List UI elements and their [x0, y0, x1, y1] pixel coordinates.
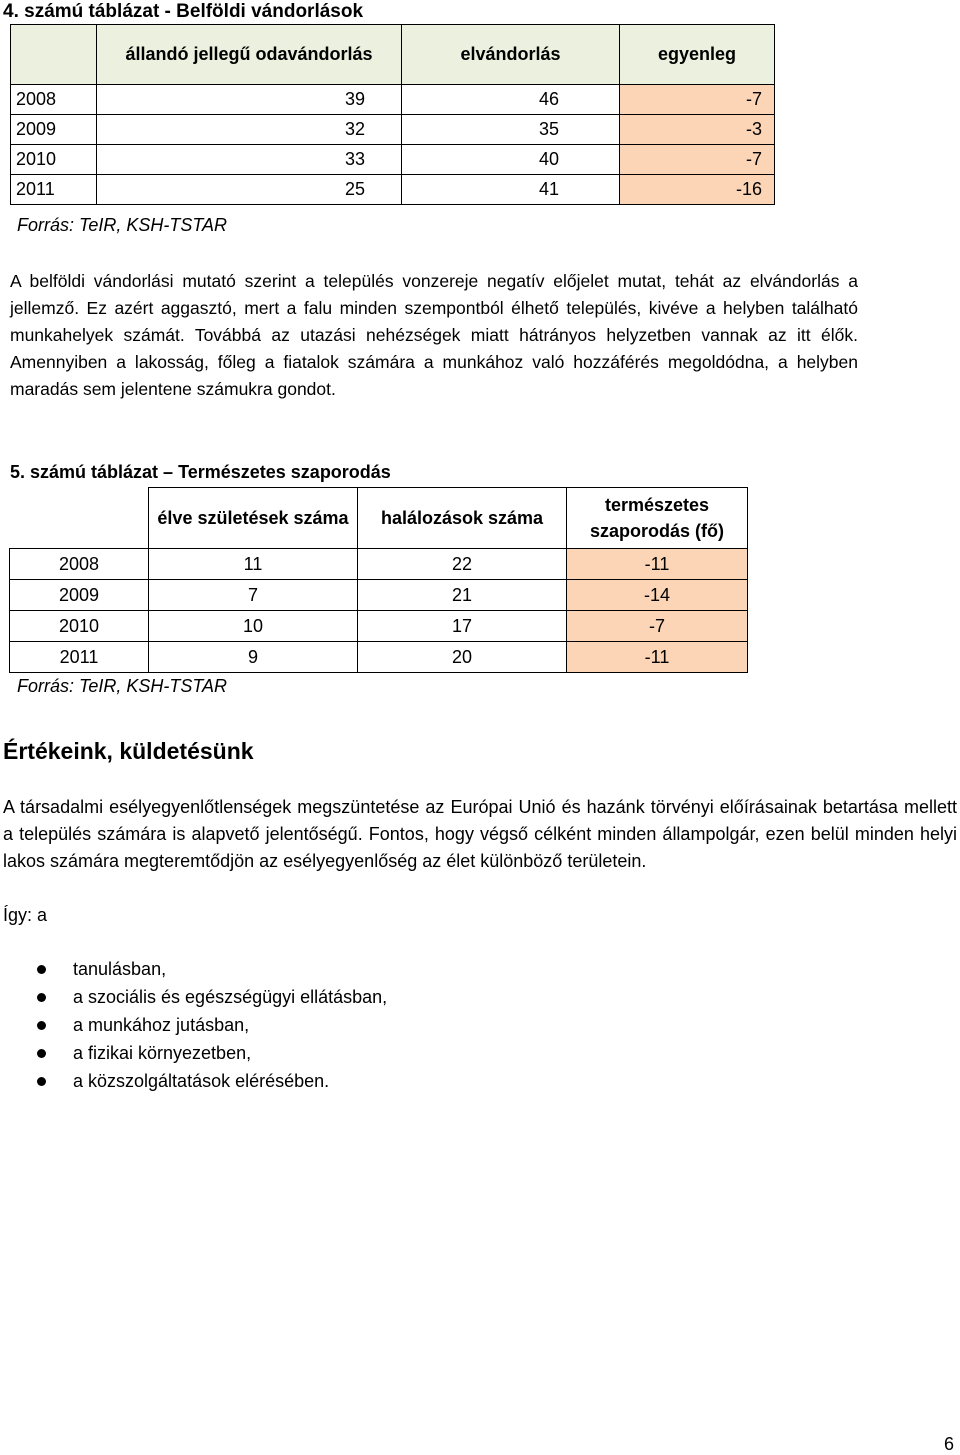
- table-row: [11, 115, 775, 145]
- table-row: [10, 611, 748, 642]
- values-bullet-list: [0, 955, 387, 1095]
- table5-natural-increase: [9, 487, 748, 673]
- table5-year-cell: 2011: [10, 642, 149, 673]
- table-row: [10, 549, 748, 580]
- bullet-icon: [37, 993, 46, 1002]
- table5-year-cell: 2009: [10, 580, 149, 611]
- table5-szuletesek-cell: 7: [149, 580, 358, 611]
- table5-header-corner: [10, 488, 149, 549]
- table4-source: Forrás: TeIR, KSH-TSTAR: [17, 215, 228, 235]
- table4-header-egyenleg: egyenleg: [620, 25, 775, 85]
- bullet-icon: [37, 965, 46, 974]
- table5-header-halalozasok: halálozások száma: [358, 488, 567, 549]
- table4-header-odavandorlas: állandó jellegű odavándorlás: [97, 25, 402, 85]
- table-row: [11, 85, 775, 115]
- migration-paragraph: A belföldi vándorlási mutató szerint a település vonzereje negatív előjelet mutat, tehát az elvándorlás a jellemző. Ez azért aggasztó, mert a falu minden szempontból élhető település, kivéve a helyben található munkahelyek számát. Továbbá az utazási nehézségek miatt hátrányos helyzetben vannak az itt élők. Amennyiben a lakosság, főleg a fiatalok számára a munkához való hozzáférés megoldódna, a helyben maradás sem jelentene számukra gondot.: [10, 271, 858, 399]
- table5-szuletesek-cell: 11: [149, 549, 358, 580]
- table5-header-szuletesek: élve születések száma: [149, 488, 358, 549]
- table4-header-corner: [11, 25, 97, 85]
- table5-source: Forrás: TeIR, KSH-TSTAR: [17, 676, 228, 696]
- values-intro: Így: a: [3, 905, 48, 925]
- table5-szuletesek-cell: 9: [149, 642, 358, 673]
- table5-header-szaporodas: természetes szaporodás (fő): [567, 488, 748, 549]
- values-paragraph: A társadalmi esélyegyenlőtlenségek megszüntetése az Európai Unió és hazánk törvényi előírásainak betartása mellett a település számára is alapvető jelentőségű. Fontos, hogy végső célként minden állampolgár, ezen belül minden helyi lakos számára megteremtődjön az esélyegyenlőség az élet különböző területein.: [3, 797, 957, 871]
- table4-egyenleg-cell: -16: [620, 175, 775, 205]
- bullet-icon: [37, 1077, 46, 1086]
- table4-elvandorlas-cell: 40: [402, 145, 620, 175]
- table5-szaporodas-cell: -11: [567, 642, 748, 673]
- table4-year-cell: 2010: [11, 145, 97, 175]
- table-row: [11, 175, 775, 205]
- table4-odavandorlas-cell: 32: [97, 115, 402, 145]
- table-row: [11, 145, 775, 175]
- list-item: [0, 1039, 387, 1067]
- table-row: [10, 642, 748, 673]
- table5-szuletesek-cell: 10: [149, 611, 358, 642]
- table5-szaporodas-cell: -7: [567, 611, 748, 642]
- table5-halalozasok-cell: 21: [358, 580, 567, 611]
- values-heading: Értékeink, küldetésünk: [3, 738, 254, 764]
- list-item-label: tanulásban,: [73, 959, 167, 979]
- list-item: [0, 983, 387, 1011]
- table4-year-cell: 2011: [11, 175, 97, 205]
- table4-header-row: [11, 25, 775, 85]
- list-item-label: a szociális és egészségügyi ellátásban,: [73, 987, 388, 1007]
- table5-year-cell: 2010: [10, 611, 149, 642]
- list-item: [0, 955, 387, 983]
- table4-elvandorlas-cell: 46: [402, 85, 620, 115]
- bullet-icon: [37, 1049, 46, 1058]
- table4-year-cell: 2008: [11, 85, 97, 115]
- table5-halalozasok-cell: 20: [358, 642, 567, 673]
- list-item-label: a fizikai környezetben,: [73, 1043, 252, 1063]
- table4-year-cell: 2009: [11, 115, 97, 145]
- table4-title: 4. számú táblázat - Belföldi vándorlások: [3, 1, 364, 22]
- table4-egyenleg-cell: -7: [620, 145, 775, 175]
- table4-odavandorlas-cell: 25: [97, 175, 402, 205]
- table4-odavandorlas-cell: 33: [97, 145, 402, 175]
- table5-halalozasok-cell: 17: [358, 611, 567, 642]
- table5-year-cell: 2008: [10, 549, 149, 580]
- table4-odavandorlas-cell: 39: [97, 85, 402, 115]
- table-row: [10, 580, 748, 611]
- table5-title: 5. számú táblázat – Természetes szaporodás: [10, 462, 391, 482]
- table5-szaporodas-cell: -14: [567, 580, 748, 611]
- bullet-icon: [37, 1021, 46, 1030]
- table4-egyenleg-cell: -3: [620, 115, 775, 145]
- table5-header-row: [10, 488, 748, 549]
- table5-szaporodas-cell: -11: [567, 549, 748, 580]
- table4-elvandorlas-cell: 41: [402, 175, 620, 205]
- list-item-label: a munkához jutásban,: [73, 1015, 250, 1035]
- table4-elvandorlas-cell: 35: [402, 115, 620, 145]
- table4-domestic-migration: [10, 24, 775, 205]
- table4-header-elvandorlas: elvándorlás: [402, 25, 620, 85]
- list-item-label: a közszolgáltatások elérésében.: [73, 1071, 330, 1091]
- list-item: [0, 1067, 387, 1095]
- page-number: 6: [944, 1434, 955, 1454]
- list-item: [0, 1011, 387, 1039]
- table5-halalozasok-cell: 22: [358, 549, 567, 580]
- table4-egyenleg-cell: -7: [620, 85, 775, 115]
